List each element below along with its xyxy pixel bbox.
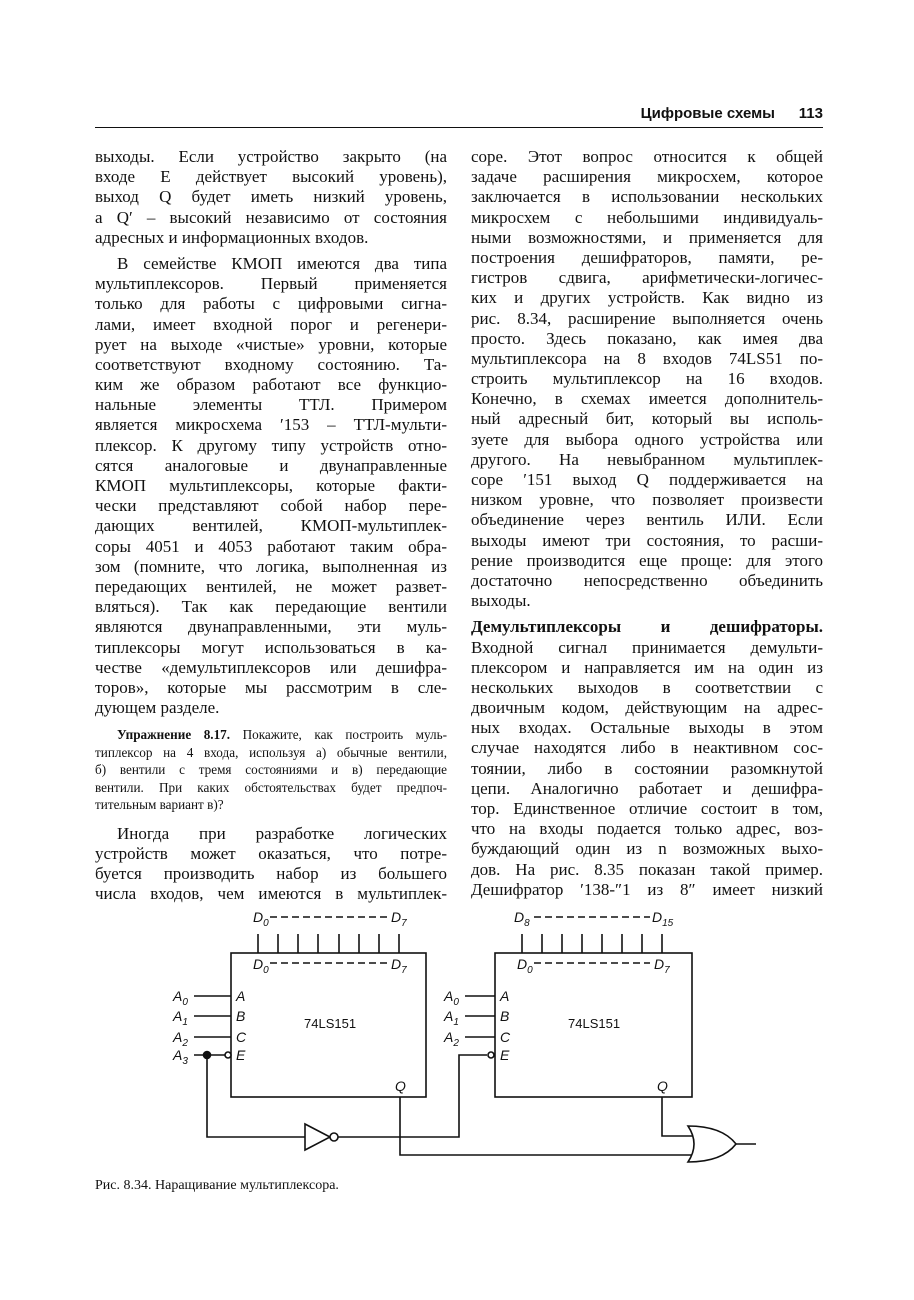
section-heading: Демультиплексоры и дешифраторы.	[471, 617, 823, 637]
text-line: Иногда при разработке логических	[117, 823, 447, 843]
text-line: ким же образом работают все функцио-	[95, 375, 447, 395]
text-line: ный адресный бит, который вы исполь-	[471, 409, 823, 429]
text-line: тительным вариант в)?	[95, 797, 224, 813]
text-line: ными возможностями, и применяется для	[471, 227, 823, 247]
or-gate	[688, 1126, 736, 1162]
text-line: дов. На рис. 8.35 показан такой пример.	[471, 859, 823, 879]
text-line: буется производить набор из большего	[95, 864, 447, 884]
inverted-enable-wire	[338, 1055, 487, 1137]
text-line: буждающий один из n возможных выхо-	[471, 839, 823, 859]
page-number: 113	[798, 105, 823, 122]
text-line: адресных и информационных входов.	[95, 227, 369, 247]
inverter-bubble	[330, 1133, 338, 1141]
text-line: соре. Этот вопрос относится к общей	[471, 147, 823, 166]
text-line: является микросхема ′153 – ТТЛ-мульти-	[95, 415, 447, 435]
text-line: гистров сдвига, арифметически-логичес-	[471, 268, 823, 288]
chip2-enable-bubble	[488, 1052, 494, 1058]
chip2-pin-b: B	[500, 1008, 510, 1024]
chip1-bus-last-label: $D_7$	[391, 909, 407, 929]
text-line: плексор. К другому типу устройств отно-	[95, 435, 447, 455]
text-line: задаче расширения микросхем, которое	[471, 167, 823, 187]
chip2-bus-first-label: $D_8$	[514, 909, 530, 929]
text-line: плексором и направляется им на один из	[471, 657, 823, 677]
chip1-enable-bubble	[225, 1052, 231, 1058]
text-line: соры 4051 и 4053 работают таким обра-	[95, 536, 447, 556]
text-line: выходы имеют три состояния, то расши-	[471, 530, 823, 550]
text-line: двоичным кодом, действующим на адрес-	[471, 698, 823, 718]
chip1-input-lines	[194, 996, 231, 1055]
text-line: микросхем с небольшими индивидуаль-	[471, 207, 823, 227]
text-line: Конечно, в схемах имеется дополнитель-	[471, 389, 823, 409]
chip1-inner-first-label: $D_0$	[253, 956, 269, 976]
text-line: тор. Единственное отличие состоит в том,	[471, 799, 823, 818]
chip1-input-a2: $A_2$	[173, 1029, 188, 1049]
text-line: выход Q будет иметь низкий уровень,	[95, 187, 447, 207]
chip1-input-a3: $A_3$	[173, 1047, 188, 1067]
text-line: соответствуют входному состоянию. Та-	[95, 354, 447, 374]
chip2-bus-last-label: $D_{15}$	[652, 909, 674, 929]
text-line: достаточно непосредственно объединить	[471, 570, 823, 590]
chip2-input-a0: $A_0$	[444, 988, 459, 1008]
chip2-pin-e: E	[500, 1047, 510, 1063]
figure-caption: Рис. 8.34. Наращивание мультиплексора.	[95, 1178, 339, 1193]
text-line: заключается в использовании нескольких	[471, 187, 823, 207]
text-line: только для работы с цифровыми сигна-	[95, 294, 447, 314]
chip2-output-q: Q	[657, 1078, 668, 1094]
text-line: честве «демультиплексоров или дешифра-	[95, 657, 447, 677]
running-title: Цифровые схемы	[640, 105, 775, 122]
text-line: Входной сигнал принимается демульти-	[471, 637, 823, 657]
text-line: выходы.	[471, 591, 531, 611]
text-line: строить мультиплексор на 16 входов.	[471, 369, 823, 389]
text-line: рение производится еще проще: для этого	[471, 550, 823, 570]
text-line: дающих вентилей, КМОП-мультиплек-	[95, 516, 447, 536]
chip1-input-a1: $A_1$	[173, 1008, 188, 1028]
chip2-inner-first-label: $D_0$	[517, 956, 533, 976]
text-line: случае находятся либо в неактивном сос-	[471, 738, 823, 758]
text-line: нескольких выходов в соответствии с	[471, 677, 823, 697]
text-line: низком уровне, что позволяет произвести	[471, 490, 823, 510]
inverter-gate	[305, 1124, 330, 1150]
chip1-output-q: Q	[395, 1078, 406, 1094]
text-line: числа входов, чем имеются в мультиплек-	[95, 884, 447, 904]
text-line: сятся аналоговые и двунаправленные	[95, 455, 447, 475]
chip1-data-pins	[258, 934, 399, 953]
text-line: Дешифратор ′138-″1 из 8″ имеет низкий	[471, 879, 823, 899]
text-line: В семействе КМОП имеются два типа	[117, 253, 447, 273]
text-line: являются двунаправленными, эти муль-	[95, 617, 447, 637]
chip1-pin-c: C	[236, 1029, 247, 1045]
chip2-pin-a: A	[500, 988, 510, 1004]
chip1-part-number: 74LS151	[304, 1016, 357, 1031]
text-line: дующем разделе.	[95, 698, 220, 718]
text-line: зом (помните, что логика, выполненная из	[95, 556, 447, 576]
text-line: другого. На невыбранном мультиплек-	[471, 449, 823, 469]
chip2-input-a2: $A_2$	[444, 1029, 459, 1049]
chip1-inner-last-label: $D_7$	[391, 956, 407, 976]
chip1-pin-a: A	[236, 988, 246, 1004]
chip2-input-a1: $A_1$	[444, 1008, 459, 1028]
text-line: объединение через вентиль ИЛИ. Если	[471, 510, 823, 530]
chip1-pin-e: E	[236, 1047, 246, 1063]
text-line: торов», которые мы рассмотрим в сле-	[95, 677, 447, 697]
a3-wire	[207, 1055, 305, 1137]
chip1-input-a0: $A_0$	[173, 988, 188, 1008]
text-line: б) вентили с тремя состояниями и в) передающие	[95, 762, 447, 778]
chip1-bus-first-label: $D_0$	[253, 909, 269, 929]
text-run: Покажите, как построить муль-	[230, 727, 447, 743]
text-line: зуете для выбора одного устройства или	[471, 429, 823, 449]
text-line: рис. 8.34, расширение выполняется очень	[471, 308, 823, 328]
text-line: вляться). Так как передающие вентили	[95, 597, 447, 617]
chip2-part-number: 74LS151	[568, 1016, 621, 1031]
text-line: цепи. Аналогично работает и дешифра-	[471, 778, 823, 798]
text-line: ких и других устройств. Как видно из	[471, 288, 823, 308]
chip2-inner-last-label: $D_7$	[654, 956, 670, 976]
text-line: КМОП мультиплексоры, которые факти-	[95, 476, 447, 495]
chip1-pin-b: B	[236, 1008, 246, 1024]
text-line: а Q′ – высокий независимо от состояния	[95, 207, 447, 227]
text-line: просто. Здесь показано, как имея два	[471, 328, 823, 348]
text-line: типлексор на 4 входа, используя а) обычные вентили,	[95, 744, 447, 760]
text-line: рует на выходе «чистые» уровни, которые	[95, 334, 447, 354]
exercise-label: Упражнение 8.17.	[117, 727, 231, 743]
text-line: нальные элементы ТТЛ. Примером	[95, 395, 447, 415]
text-line: вентили. При каких обстоятельствах будет предпоч-	[95, 779, 447, 795]
chip2-input-lines	[465, 996, 495, 1037]
text-line: что на входы подается только адрес, воз-	[471, 819, 823, 839]
text-line: устройств может оказаться, что потре-	[95, 843, 447, 863]
text-line: мультиплексора на 8 входов 74LS51 по-	[471, 348, 823, 368]
text-line: лами, имеет входной порог и регенери-	[95, 314, 447, 334]
text-line: чески представляют собой набор пере-	[95, 496, 447, 516]
chip2-pin-c: C	[500, 1029, 511, 1045]
text-line: типлексоры могут использоваться в ка-	[95, 637, 447, 657]
text-line: построения дешифраторов, памяти, ре-	[471, 247, 823, 267]
text-line: входе E действует высокий уровень),	[95, 167, 447, 187]
chip2-data-pins	[522, 934, 662, 953]
text-line: выходы. Если устройство закрыто (на	[95, 147, 447, 166]
text-line: ных входах. Остальные выходы в этом	[471, 718, 823, 738]
text-line: соре ′151 выход Q поддерживается на	[471, 470, 823, 489]
text-line: мультиплексоров. Первый применяется	[95, 274, 447, 294]
chip1-q-wire	[400, 1097, 695, 1155]
text-line: тоянии, либо в состоянии разомкнутой	[471, 758, 823, 778]
text-line: передающих вентилей, не может развет-	[95, 576, 447, 596]
